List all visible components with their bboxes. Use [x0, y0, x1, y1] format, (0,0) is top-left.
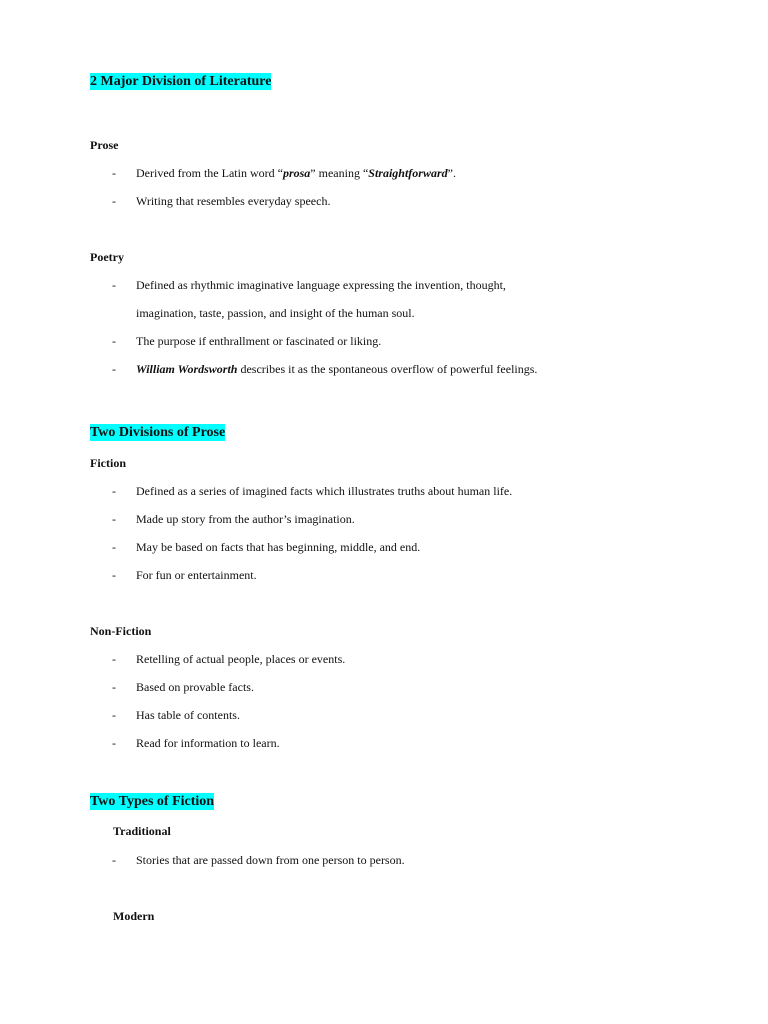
bullet-dash: - — [112, 853, 116, 867]
subhead-modern: Modern — [113, 909, 155, 923]
fiction-item-text: Made up story from the author’s imagination. — [136, 512, 355, 526]
bullet-dash: - — [112, 166, 116, 180]
bullet-dash: - — [112, 334, 116, 348]
prose-item-1-mid: ” meaning “ — [310, 166, 369, 180]
bullet-dash: - — [112, 568, 116, 582]
bullet-dash: - — [112, 708, 116, 722]
fiction-item — [112, 540, 420, 555]
poetry-item-3 — [112, 362, 537, 377]
bullet-dash: - — [112, 736, 116, 750]
poetry-item-2 — [112, 334, 381, 349]
nonfiction-item — [112, 736, 280, 751]
nonfiction-item-text: Read for information to learn. — [136, 736, 280, 750]
poetry-item-1-line2: imagination, taste, passion, and insight of the human soul. — [136, 306, 415, 320]
subhead-fiction: Fiction — [90, 456, 126, 470]
heading-major-division: 2 Major Division of Literature — [90, 74, 272, 89]
nonfiction-item-text: Has table of contents. — [136, 708, 240, 722]
bullet-dash: - — [112, 540, 116, 554]
fiction-item — [112, 512, 355, 527]
prose-item-1-pre: Derived from the Latin word “ — [136, 166, 283, 180]
traditional-item-text: Stories that are passed down from one person to person. — [136, 853, 405, 867]
bullet-dash: - — [112, 362, 116, 376]
prose-item-1-post: ”. — [447, 166, 456, 180]
heading-prose-divisions: Two Divisions of Prose — [90, 425, 226, 440]
prose-item-1 — [112, 166, 456, 181]
subhead-prose: Prose — [90, 138, 119, 152]
bullet-dash: - — [112, 512, 116, 526]
prose-item-2 — [112, 194, 330, 209]
fiction-item — [112, 484, 512, 499]
bullet-dash: - — [112, 680, 116, 694]
heading-fiction-types: Two Types of Fiction — [90, 794, 215, 809]
poetry-term-wordsworth: William Wordsworth — [136, 362, 238, 376]
subhead-poetry: Poetry — [90, 250, 124, 264]
prose-term-prosa: prosa — [282, 166, 311, 180]
bullet-dash: - — [112, 652, 116, 666]
subhead-traditional: Traditional — [113, 824, 171, 838]
fiction-item-text: For fun or entertainment. — [136, 568, 257, 582]
poetry-item-1 — [112, 278, 506, 293]
nonfiction-item-text: Retelling of actual people, places or events. — [136, 652, 346, 666]
poetry-item-3-text: describes it as the spontaneous overflow of powerful feelings. — [237, 362, 538, 376]
poetry-item-1-line1: Defined as rhythmic imaginative language expressing the invention, thought, — [136, 278, 506, 292]
nonfiction-item — [112, 652, 345, 667]
fiction-item — [112, 568, 257, 583]
nonfiction-item-text: Based on provable facts. — [136, 680, 254, 694]
traditional-item — [112, 853, 405, 868]
bullet-dash: - — [112, 278, 116, 292]
poetry-item-2-text: The purpose if enthrallment or fascinated or liking. — [136, 334, 382, 348]
subhead-nonfiction: Non-Fiction — [90, 624, 152, 638]
bullet-dash: - — [112, 484, 116, 498]
prose-item-2-text: Writing that resembles everyday speech. — [136, 194, 331, 208]
fiction-item-text: May be based on facts that has beginning, middle, and end. — [136, 540, 421, 554]
nonfiction-item — [112, 680, 254, 695]
bullet-dash: - — [112, 194, 116, 208]
nonfiction-item — [112, 708, 240, 723]
fiction-item-text: Defined as a series of imagined facts which illustrates truths about human life. — [136, 484, 513, 498]
prose-term-straightforward: Straightforward — [368, 166, 448, 180]
